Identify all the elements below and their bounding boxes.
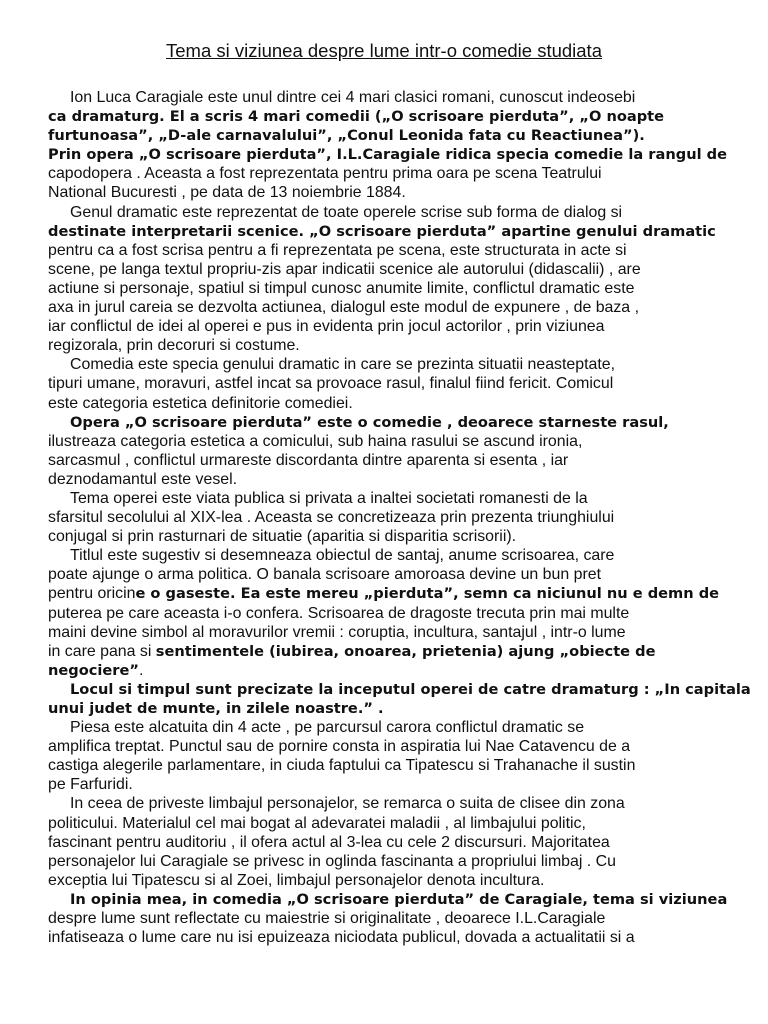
bold-text-run: destinate interpretarii scenice. „O scrisoare pierduta” apartine genului dramatic <box>48 222 716 240</box>
text-run: . <box>139 661 144 679</box>
bold-text-run: furtunoasa”, „D-ale carnavalului”, „Conul Leonida fata cu Reactiunea”). <box>48 127 645 145</box>
text-run: poate ajunge o arma politica. O banala scrisoare amoroasa devine un bun pret <box>48 566 601 584</box>
bold-text-run: Locul si timpul sunt precizate la inceputul operei de catre dramaturg : „In capitala <box>70 680 751 698</box>
text-line <box>48 145 728 164</box>
text-run: politicului. Materialul cel mai bogat al adevaratei maladii , al limbajului politic, <box>48 814 586 832</box>
text-run: regizorala, prin decoruri si costume. <box>48 337 300 355</box>
text-run: tipuri umane, moravuri, astfel incat sa provoace rasul, finalul fiind fericit. Comicul <box>48 375 614 393</box>
text-line <box>48 852 728 871</box>
document-title: Tema si viziunea despre lume intr-o comedie studiata <box>166 40 602 61</box>
text-line <box>48 317 728 336</box>
text-run: pentru ca a fost scrisa pentru a fi reprezentata pe scena, este structurata in acte si <box>48 241 627 259</box>
text-run: actiune si personaje, spatiul si timpul cunosc anumite limite, conflictul dramatic este <box>48 279 635 297</box>
text-run: Piesa este alcatuita din 4 acte , pe parcursul carora conflictul dramatic se <box>70 719 585 737</box>
text-run: sfarsitul secolului al XIX-lea . Aceasta se concretizeaza prin prezenta triunghiului <box>48 509 615 527</box>
text-run: scene, pe langa textul propriu-zis apar indicatii scenice ale autorului (didascalii) , are <box>48 260 641 278</box>
text-line <box>48 413 728 432</box>
bold-text-run: unui judet de munte, in zilele noastre.” . <box>48 700 384 717</box>
bold-text-run: negociere” <box>48 661 139 679</box>
text-run: Ion Luca Caragiale este unul dintre cei 4 mari clasici romani, cunoscut indeosebi <box>70 89 636 106</box>
text-run: infatiseaza o lume care nu isi epuizeaza niciodata publicul, dovada a actualitatii si a <box>48 929 635 947</box>
text-run: castiga alegerile parlamentare, in ciuda faptului ca Tipatescu si Trahanache il sustin <box>48 757 636 775</box>
text-line <box>48 355 728 374</box>
text-line <box>48 374 728 393</box>
text-run: conjugal si prin rasturnari de situatie (aparitia si disparitia scrisorii). <box>48 528 517 546</box>
text-line <box>48 126 728 145</box>
text-run: este categoria estetica definitorie comediei. <box>48 394 353 412</box>
text-line <box>48 203 728 222</box>
bold-text-run: sentimentele (iubirea, onoarea, prietenia) ajung „obiecte de <box>155 642 656 660</box>
text-run: personajelor lui Caragiale se privesc in oglinda fascinanta a propriului limbaj . Cu <box>48 852 616 870</box>
text-line <box>48 565 728 584</box>
text-line <box>48 508 728 527</box>
text-run: amplifica treptat. Punctul sau de pornire consta in aspiratia lui Nae Catavencu de a <box>48 738 631 756</box>
text-line <box>48 222 728 241</box>
text-run: iar conflictul de idei al operei e pus in evidenta prin jocul actorilor , prin viziunea <box>48 318 605 336</box>
text-line <box>48 451 728 470</box>
text-run: maini devine simbol al moravurilor vremii : coruptia, incultura, santajul , intr-o lume <box>48 623 626 641</box>
text-run: Tema operei este viata publica si privata a inaltei societati romanesti de la <box>70 489 588 507</box>
text-line <box>48 298 728 317</box>
text-line <box>48 928 728 947</box>
text-line <box>48 642 728 661</box>
text-run: Comedia este specia genului dramatic in care se prezinta situatii neasteptate, <box>70 356 615 374</box>
text-run: pentru oricin <box>48 585 136 603</box>
text-line <box>48 775 728 794</box>
text-run: sarcasmul , conflictul urmareste discordanta dintre aparenta si esenta , iar <box>48 451 569 469</box>
bold-text-run: e o gaseste. Ea este mereu „pierduta”, semn ca niciunul nu e demn de <box>135 585 720 603</box>
text-line <box>48 546 728 565</box>
text-line <box>48 871 728 890</box>
text-run: in care pana si <box>48 642 156 660</box>
text-line <box>48 623 728 642</box>
text-line <box>48 432 728 451</box>
bold-text-run: In opinia mea, in comedia „O scrisoare pierduta” de Caragiale, tema si viziunea <box>70 890 728 908</box>
text-run: despre lume sunt reflectate cu maiestrie si originalitate , deoarece I.L.Caragiale <box>48 910 606 928</box>
text-line <box>48 279 728 298</box>
text-line <box>48 241 728 260</box>
text-line <box>48 164 728 183</box>
text-run: capodopera . Aceasta a fost reprezentata pentru prima oara pe scena Teatrului <box>48 165 602 183</box>
text-run: puterea pe care aceasta i-o confera. Scrisoarea de dragoste trecuta prin mai multe <box>48 604 630 622</box>
text-line <box>48 756 728 775</box>
text-line <box>48 890 728 909</box>
text-line <box>48 699 728 718</box>
text-run: Titlul este sugestiv si desemneaza obiectul de santaj, anume scrisoarea, care <box>70 547 615 565</box>
text-line <box>48 489 728 508</box>
text-run: exceptia lui Tipatescu si al Zoei, limbajul personajelor denota incultura. <box>48 871 545 889</box>
text-run: deznodamantul este vesel. <box>48 470 238 488</box>
text-run: axa in jurul careia se dezvolta actiunea, dialogul este modul de expunere , de baza , <box>48 299 639 317</box>
text-line <box>48 394 728 413</box>
text-line <box>48 661 728 680</box>
text-line <box>48 833 728 852</box>
text-run: National Bucuresti , pe data de 13 noiembrie 1884. <box>48 184 406 202</box>
text-line <box>48 737 728 756</box>
text-run: In ceea de priveste limbajul personajelor, se remarca o suita de clisee din zona <box>70 795 625 813</box>
text-line <box>48 909 728 928</box>
text-line <box>48 88 728 107</box>
text-run: ilustreaza categoria estetica a comicului, sub haina rasului se ascund ironia, <box>48 432 583 450</box>
text-line <box>48 527 728 546</box>
text-run: Genul dramatic este reprezentat de toate operele scrise sub forma de dialog si <box>70 203 623 221</box>
text-line <box>48 718 728 737</box>
text-line <box>48 814 728 833</box>
bold-text-run: Prin opera „O scrisoare pierduta”, I.L.Caragiale ridica specia comedie la rangul de <box>48 146 728 164</box>
text-run: fascinant pentru auditoriu , il ofera actul al 3-lea cu cele 2 discursuri. Majoritatea <box>48 833 610 851</box>
text-line <box>48 107 728 126</box>
bold-text-run: ca dramaturg. El a scris 4 mari comedii („O scrisoare pierduta”, „O noapte <box>48 108 665 126</box>
text-line <box>48 794 728 813</box>
bold-text-run: Opera „O scrisoare pierduta” este o comedie , deoarece starneste rasul, <box>70 413 669 431</box>
document-body <box>48 88 751 947</box>
text-line <box>48 336 728 355</box>
text-line <box>48 584 728 603</box>
text-line <box>48 680 751 699</box>
text-line <box>48 260 728 279</box>
text-line <box>48 183 728 202</box>
text-line <box>48 470 728 489</box>
text-line <box>48 604 728 623</box>
text-run: pe Farfuridi. <box>48 776 133 794</box>
